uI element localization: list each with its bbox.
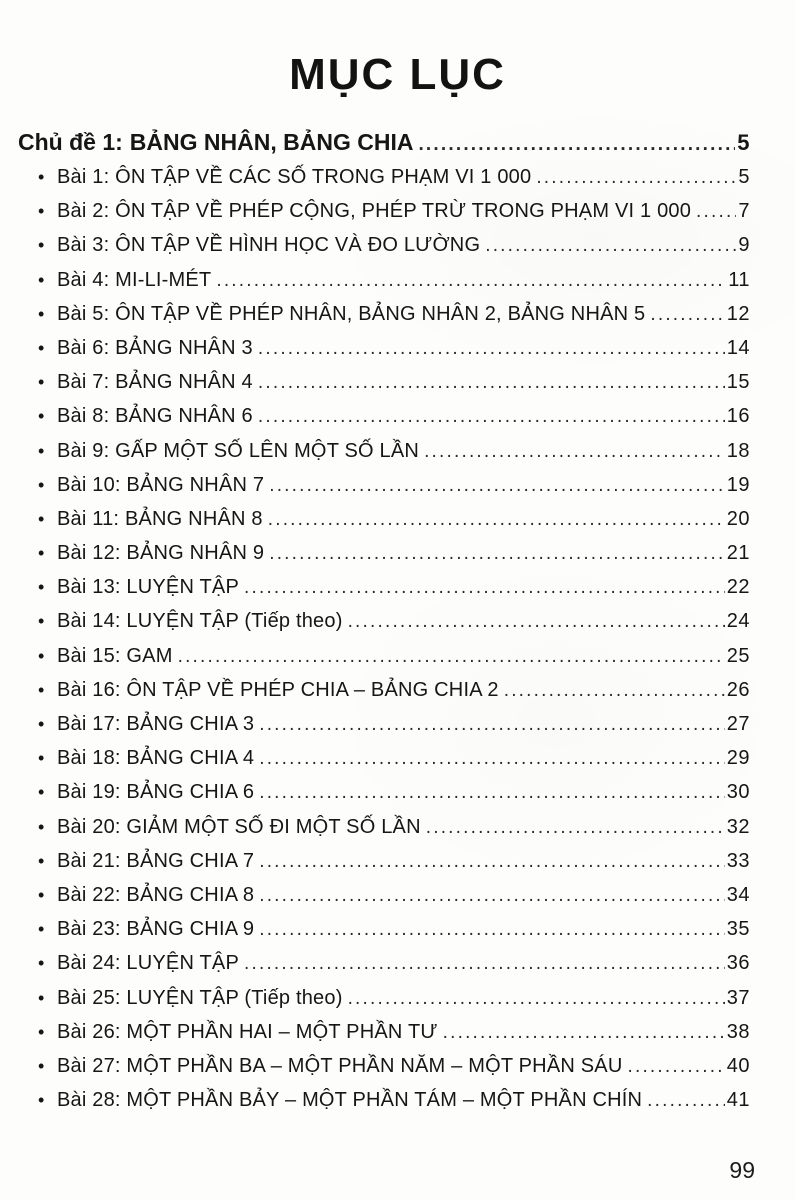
- toc-list: [0, 124, 795, 1117]
- toc-entry-page: 15: [726, 371, 750, 394]
- toc-entry-label: Bài 8: BẢNG NHÂN 6: [57, 405, 253, 428]
- toc-entry-row: [18, 946, 750, 980]
- dot-leader: [178, 639, 725, 674]
- bullet-icon: •: [38, 782, 45, 803]
- dot-leader: [259, 878, 725, 913]
- bullet-icon: •: [38, 577, 45, 598]
- toc-entry-row: [18, 160, 750, 194]
- page-title: MỤC LỤC: [289, 50, 506, 99]
- toc-entry-page: 12: [726, 302, 750, 325]
- toc-entry-label: Bài 16: ÔN TẬP VỀ PHÉP CHIA – BẢNG CHIA 2: [57, 678, 499, 701]
- toc-entry-page: 41: [726, 1089, 750, 1112]
- bullet-icon: •: [38, 884, 45, 905]
- toc-entry-page: 29: [726, 747, 750, 770]
- bullet-icon: •: [38, 372, 45, 393]
- chapter-heading-row: [18, 124, 750, 160]
- toc-entry-row: [18, 399, 750, 433]
- toc-entry-row: [18, 1049, 750, 1083]
- bullet-icon: •: [38, 919, 45, 940]
- bullet-icon: •: [38, 679, 45, 700]
- toc-entry-row: [18, 536, 750, 570]
- toc-entry-label: Bài 17: BẢNG CHIA 3: [57, 713, 255, 735]
- toc-entry-page: 20: [726, 507, 750, 530]
- toc-entry-label: Bài 19: BẢNG CHIA 6: [57, 781, 255, 804]
- toc-entry-label: Bài 28: MỘT PHẦN BẢY – MỘT PHẦN TÁM – MỘT PHẦN CHÍN: [57, 1089, 643, 1112]
- toc-entry-label: Bài 5: ÔN TẬP VỀ PHÉP NHÂN, BẢNG NHÂN 2, BẢNG NHÂN 5: [57, 302, 646, 325]
- dot-leader: [536, 160, 736, 195]
- toc-entry-row: [18, 1015, 750, 1049]
- dot-leader: [259, 844, 725, 879]
- dot-leader: [258, 399, 725, 434]
- toc-entry-page: 37: [726, 986, 750, 1009]
- toc-entry-label: Bài 2: ÔN TẬP VỀ PHÉP CỘNG, PHÉP TRỪ TRONG PHẠM VI 1 000: [57, 200, 692, 223]
- toc-entry-label: Bài 1: ÔN TẬP VỀ CÁC SỐ TRONG PHẠM VI 1 000: [57, 166, 532, 188]
- toc-entry-label: Bài 3: ÔN TẬP VỀ HÌNH HỌC VÀ ĐO LƯỜNG: [57, 234, 481, 257]
- toc-entry-row: [18, 775, 750, 809]
- dot-leader: [348, 604, 725, 639]
- dot-leader: [259, 775, 725, 810]
- toc-entry-label: Bài 4: MI-LI-MÉT: [57, 268, 212, 291]
- toc-entry-page: 16: [726, 405, 750, 428]
- toc-entry-row: [18, 844, 750, 878]
- dot-leader: [696, 194, 736, 229]
- toc-entry-label: Bài 25: LUYỆN TẬP (Tiếp theo): [57, 986, 343, 1009]
- toc-entry-label: Bài 14: LUYỆN TẬP (Tiếp theo): [57, 610, 343, 633]
- toc-entry-row: [18, 331, 750, 365]
- toc-entry-row: [18, 297, 750, 331]
- toc-entry-page: 5: [738, 166, 750, 188]
- bullet-icon: •: [38, 1090, 45, 1111]
- bullet-icon: •: [38, 201, 45, 222]
- bullet-icon: •: [38, 1021, 45, 1042]
- toc-entry-row: [18, 741, 750, 775]
- bullet-icon: •: [38, 987, 45, 1008]
- toc-entry-row: [18, 1083, 750, 1117]
- toc-entry-page: 35: [726, 918, 750, 941]
- bullet-icon: •: [38, 337, 45, 358]
- toc-entry-page: 36: [726, 952, 750, 975]
- bullet-icon: •: [38, 543, 45, 564]
- folio-page-number: 99: [729, 1157, 755, 1183]
- chapter-page-number: 5: [737, 130, 750, 155]
- toc-entry-label: Bài 11: BẢNG NHÂN 8: [57, 507, 263, 530]
- toc-entry-label: Bài 20: GIẢM MỘT SỐ ĐI MỘT SỐ LẦN: [57, 815, 421, 838]
- toc-entry-row: [18, 673, 750, 707]
- chapter-title: BẢNG NHÂN, BẢNG CHIA: [129, 129, 414, 155]
- dot-leader: [269, 468, 725, 503]
- bullet-icon: •: [38, 645, 45, 666]
- toc-entry-row: [18, 707, 750, 741]
- dot-leader: [259, 707, 725, 742]
- toc-entry-row: [18, 981, 750, 1015]
- toc-entry-row: [18, 434, 750, 468]
- toc-entry-row: [18, 502, 750, 536]
- dot-leader: [443, 1015, 725, 1050]
- dot-leader: [244, 946, 725, 981]
- toc-entry-row: [18, 263, 750, 297]
- bullet-icon: •: [38, 748, 45, 769]
- toc-entry-page: 40: [726, 1054, 750, 1077]
- toc-entry-label: Bài 18: BẢNG CHIA 4: [57, 747, 255, 770]
- toc-entry-page: 18: [726, 439, 750, 462]
- toc-entry-label: Bài 24: LUYỆN TẬP: [57, 952, 240, 975]
- toc-entry-page: 27: [726, 713, 750, 735]
- toc-entry-row: [18, 912, 750, 946]
- bullet-icon: •: [38, 508, 45, 529]
- toc-entry-page: 19: [726, 473, 750, 496]
- toc-entry-row: [18, 570, 750, 604]
- dot-leader: [258, 365, 725, 400]
- dot-leader: [268, 502, 725, 537]
- toc-entry-row: [18, 639, 750, 673]
- toc-entry-label: Bài 27: MỘT PHẦN BA – MỘT PHẦN NĂM – MỘT PHẦN SÁU: [57, 1054, 623, 1077]
- dot-leader: [418, 124, 735, 163]
- toc-entry-row: [18, 365, 750, 399]
- toc-entry-page: 7: [738, 200, 750, 223]
- dot-leader: [269, 536, 725, 571]
- toc-entry-page: 25: [726, 644, 750, 667]
- bullet-icon: •: [38, 303, 45, 324]
- bullet-icon: •: [38, 611, 45, 632]
- bullet-icon: •: [38, 269, 45, 290]
- toc-entry-page: 32: [726, 815, 750, 838]
- toc-entry-label: Bài 9: GẤP MỘT SỐ LÊN MỘT SỐ LẦN: [57, 439, 420, 462]
- dot-leader: [647, 1083, 725, 1118]
- toc-entry-page: 38: [726, 1020, 750, 1043]
- toc-entry-page: 9: [738, 234, 750, 257]
- dot-leader: [259, 912, 725, 947]
- toc-entry-label: Bài 10: BẢNG NHÂN 7: [57, 473, 265, 496]
- toc-entry-page: 33: [726, 849, 750, 872]
- bullet-icon: •: [38, 714, 45, 734]
- bullet-icon: •: [38, 406, 45, 427]
- toc-entry-row: [18, 878, 750, 912]
- toc-entry-label: Bài 6: BẢNG NHÂN 3: [57, 336, 253, 359]
- dot-leader: [216, 263, 726, 298]
- dot-leader: [244, 570, 725, 605]
- toc-entry-label: Bài 22: BẢNG CHIA 8: [57, 883, 255, 906]
- toc-entry-page: 11: [728, 268, 750, 291]
- toc-entry-label: Bài 13: LUYỆN TẬP: [57, 576, 240, 599]
- toc-entry-label: Bài 7: BẢNG NHÂN 4: [57, 371, 253, 394]
- bullet-icon: •: [38, 167, 45, 187]
- toc-entry-row: [18, 228, 750, 262]
- bullet-icon: •: [38, 440, 45, 461]
- bullet-icon: •: [38, 850, 45, 871]
- dot-leader: [259, 741, 725, 776]
- toc-entry-page: 24: [726, 610, 750, 633]
- toc-entry-page: 22: [726, 576, 750, 599]
- toc-entry-label: Bài 15: GAM: [57, 644, 173, 667]
- toc-entry-row: [18, 604, 750, 638]
- dot-leader: [485, 228, 736, 263]
- chapter-prefix: Chủ đề 1:: [18, 129, 123, 155]
- toc-entry-page: 30: [726, 781, 750, 804]
- bullet-icon: •: [38, 235, 45, 256]
- bullet-icon: •: [38, 1055, 45, 1076]
- dot-leader: [628, 1049, 725, 1084]
- bullet-icon: •: [38, 474, 45, 495]
- toc-entry-row: [18, 810, 750, 844]
- toc-entry-page: 26: [726, 678, 750, 701]
- toc-entry-label: Bài 12: BẢNG NHÂN 9: [57, 542, 265, 565]
- toc-entry-page: 21: [726, 542, 750, 565]
- dot-leader: [424, 434, 725, 469]
- toc-entry-label: Bài 21: BẢNG CHIA 7: [57, 849, 255, 872]
- bullet-icon: •: [38, 816, 45, 837]
- toc-entry-page: 14: [726, 336, 750, 359]
- toc-entry-label: Bài 23: BẢNG CHIA 9: [57, 918, 255, 941]
- bullet-icon: •: [38, 953, 45, 974]
- toc-entries: [18, 160, 750, 1117]
- toc-entry-row: [18, 194, 750, 228]
- dot-leader: [650, 297, 724, 332]
- toc-entry-label: Bài 26: MỘT PHẦN HAI – MỘT PHẦN TƯ: [57, 1020, 438, 1043]
- toc-entry-page: 34: [726, 883, 750, 906]
- dot-leader: [258, 331, 725, 366]
- dot-leader: [348, 981, 725, 1016]
- toc-entry-row: [18, 468, 750, 502]
- dot-leader: [504, 673, 725, 708]
- chapter-heading: [18, 124, 413, 160]
- dot-leader: [426, 810, 725, 845]
